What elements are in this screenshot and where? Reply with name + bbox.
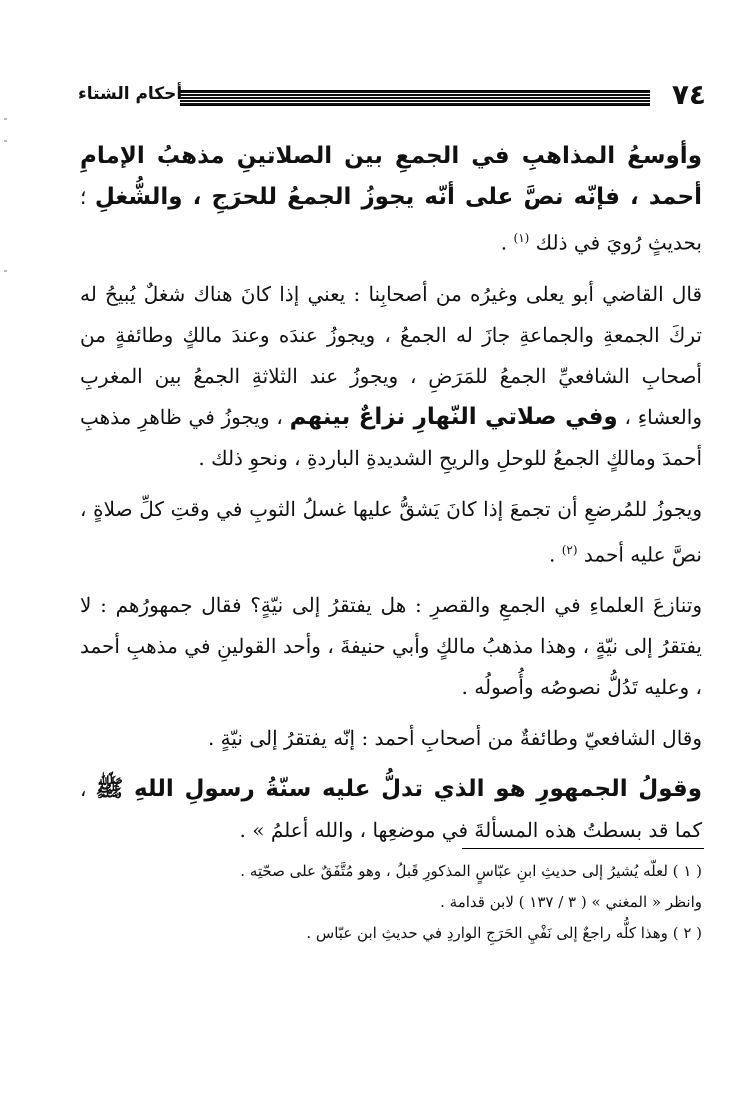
text-segment: ، ويجوزُ في ظاهرِ مذهبِ أحمدَ ومالكٍ الجمعُ للوحلِ والريحِ الشديدةِ الباردةِ ، ونحوِ ذلك . xyxy=(80,404,702,470)
paragraph xyxy=(80,718,702,759)
footnote-reference: (٢) xyxy=(561,542,578,557)
paragraph xyxy=(80,769,702,851)
footnote-separator xyxy=(462,848,704,849)
text-segment: ، كما قد بسطتُ هذه المسألةَ في موضعِها ، والله أعلمُ » . xyxy=(80,777,702,843)
footnote-line: وانظر « المغني » ( ٣ / ١٣٧ ) لابن قدامة . xyxy=(440,893,702,911)
bold-text-segment: وأوسعُ المذاهبِ في الجمعِ بين الصلاتينِ مذهبُ الإمامِ أحمد ، فإنّه نصَّ على أنّه يجوزُ الجمعُ للحرَجِ ، والشُّغلِ xyxy=(80,143,702,210)
main-text xyxy=(80,136,702,861)
footnote-reference: (١) xyxy=(513,231,530,245)
text-segment: . xyxy=(549,542,562,567)
footnote-line: ( ٢ ) وهذا كلُّه راجعٌ إلى نَفْيِ الحَرَجِ الواردِ في حديثِ ابن عبّاس . xyxy=(306,924,702,942)
header-rule xyxy=(180,90,650,106)
page-number: ٧٤ xyxy=(671,78,706,111)
paragraph xyxy=(80,489,702,576)
scan-edge-mark xyxy=(4,118,7,120)
text-segment: قال القاضي أبو يعلى وغيرُه من أصحابِنا : يعني إذا كانَ هناك شغلٌ يُبيحُ له تركَ الجمعةِ والجماعةِ جازَ له الجمعُ ، ويجوزُ عندَه وعندَ مالكٍ وطائفةٍ من أصحابِ الشافعيِّ الجمعُ للمَرَضِ ، ويجوزُ عند الثلاثةِ الجمعُ بين المغربِ والعشاءِ ، xyxy=(80,281,702,429)
text-segment: ويجوزُ للمُرضعِ أن تجمعَ إذا كانَ يَشقُّ عليها غسلُ الثوبِ في وقتِ كلِّ صلاةٍ ، نصَّ عليه أحمد xyxy=(80,496,702,567)
bold-text-segment: وفي صلاتي النّهارِ نزاعٌ بينهم xyxy=(289,403,618,430)
text-segment: وقال الشافعيّ وطائفةٌ من أصحابِ أحمد : إنّه يفتقرُ إلى نيّةٍ . xyxy=(207,726,702,751)
paragraph xyxy=(80,274,702,479)
paragraph xyxy=(80,136,702,264)
footnote-line: ( ١ ) لعلّه يُشيرُ إلى حديثِ ابنِ عبّاسٍ المذكورِ قَبلُ ، وهو مُتَّفَقٌ على صحّتِه . xyxy=(240,862,702,880)
paragraph xyxy=(80,585,702,708)
text-segment: ؛ بحديثٍ رُويَ في ذلك xyxy=(80,185,702,255)
scan-edge-mark xyxy=(4,270,7,272)
book-title: أحكام الشتاء xyxy=(78,84,183,104)
text-segment: . xyxy=(500,230,514,255)
bold-text-segment: وقولُ الجمهورِ هو الذي تدلُّ عليه سنّةُ رسولِ اللهِ ﷺ xyxy=(95,776,703,803)
text-segment: وتنازعَ العلماءِ في الجمعِ والقصرِ : هل يفتقرُ إلى نيّةٍ؟ فقال جمهورُهم : لا يفتقرُ إلى نيّةٍ ، وهذا مذهبُ مالكٍ وأبي حنيفةَ ، وأحد القولينِ في مذهبِ أحمد ، وعليه تَدُلُّ نصوصُه وأُصولُه . xyxy=(80,593,702,700)
page-header xyxy=(78,78,706,114)
footnotes xyxy=(80,856,702,949)
scan-edge-mark xyxy=(4,140,7,142)
